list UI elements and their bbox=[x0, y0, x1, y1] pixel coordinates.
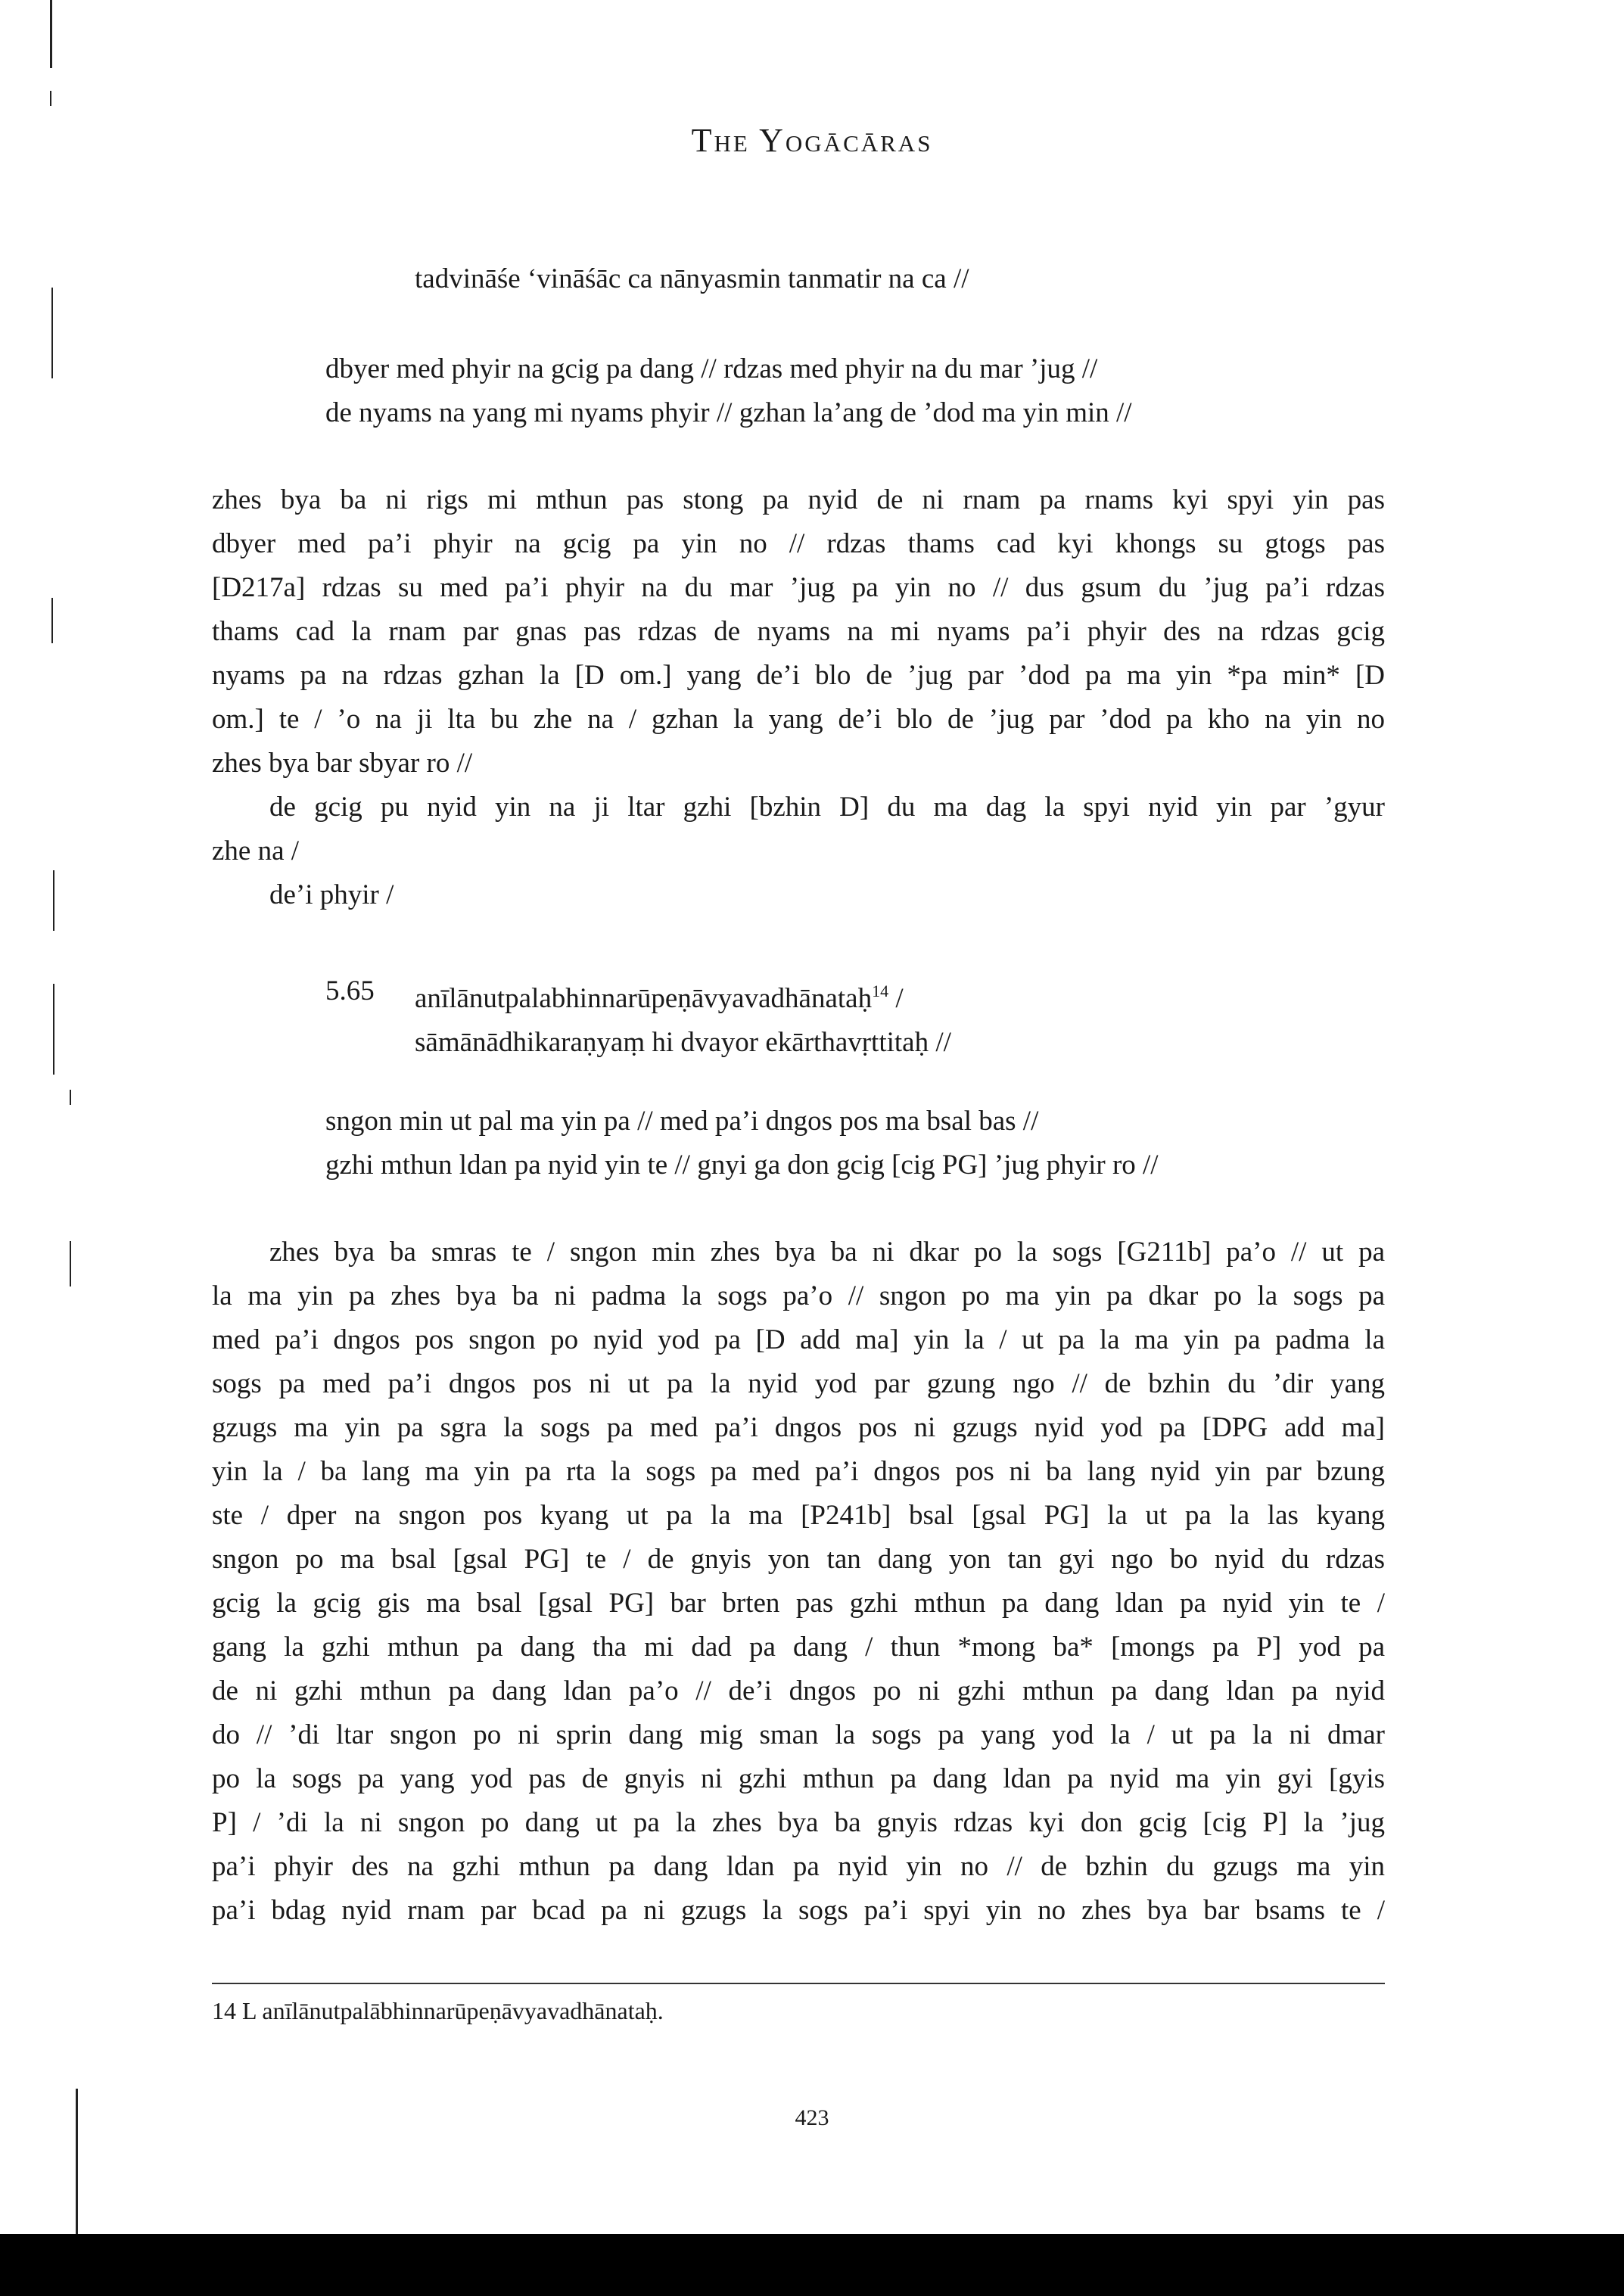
sanskrit-verse-line: tadvināśe ‘vināśāc ca nānyasmin tanmatir na ca // bbox=[415, 263, 969, 294]
scan-margin-line bbox=[76, 2089, 78, 2234]
commentary-line: pa’i phyir des na gzhi mthun pa dang ldan pa nyid yin no // de bzhin du gzugs ma yin bbox=[212, 1851, 1385, 1882]
commentary-line: de’i phyir / bbox=[269, 879, 394, 910]
commentary-line: med pa’i dngos pos sngon po nyid yod pa [D add ma] yin la / ut pa la ma yin pa padma la bbox=[212, 1324, 1385, 1355]
footnote-rule bbox=[212, 1983, 1385, 1984]
commentary-line: [D217a] rdzas su med pa’i phyir na du mar ’jug pa yin no // dus gsum du ’jug pa’i rdzas bbox=[212, 572, 1385, 603]
scan-margin-line bbox=[50, 91, 51, 106]
verse-number: 5.65 bbox=[325, 975, 375, 1006]
sanskrit-verse-text: anīlānutpalabhinnarūpeṇāvyavadhānataḥ bbox=[415, 983, 873, 1014]
tibetan-verse-line: sngon min ut pal ma yin pa // med pa’i dngos pos ma bsal bas // bbox=[325, 1106, 1039, 1137]
commentary-line: de gcig pu nyid yin na ji ltar gzhi [bzhin D] du ma dag la spyi nyid yin par ’gyur bbox=[269, 792, 1385, 823]
scan-margin-line bbox=[70, 1241, 71, 1286]
commentary-line: dbyer med pa’i phyir na gcig pa yin no // rdzas thams cad kyi khongs su gtogs pas bbox=[212, 528, 1385, 559]
tibetan-verse-line: gzhi mthun ldan pa nyid yin te // gnyi ga don gcig [cig PG] ’jug phyir ro // bbox=[325, 1150, 1159, 1181]
commentary-line: zhes bya ba ni rigs mi mthun pas stong pa nyid de ni rnam pa rnams kyi spyi yin pas bbox=[212, 484, 1385, 515]
commentary-line: la ma yin pa zhes bya ba ni padma la sogs pa’o // sngon po ma yin pa dkar po la sogs pa bbox=[212, 1280, 1385, 1311]
tibetan-verse-5-65 bbox=[325, 1100, 1159, 1187]
commentary-line: de ni gzhi mthun pa dang ldan pa’o // de’i dngos po ni gzhi mthun pa dang ldan pa nyid bbox=[212, 1675, 1385, 1706]
commentary-block-2 bbox=[212, 1230, 1385, 1933]
footnote-marker: 14 bbox=[872, 982, 889, 1000]
commentary-line: sogs pa med pa’i dngos pos ni ut pa la nyid yod par gzung ngo // de bzhin du ’dir yang bbox=[212, 1368, 1385, 1399]
commentary-line: gzugs ma yin pa sgra la sogs pa med pa’i dngos pos ni gzugs nyid yod pa [DPG add ma] bbox=[212, 1412, 1385, 1443]
sanskrit-verse-line bbox=[415, 969, 951, 1021]
commentary-line: gcig la gcig gis ma bsal [gsal PG] bar brten pas gzhi mthun pa dang ldan pa nyid yin te / bbox=[212, 1588, 1385, 1619]
tibetan-verse-line: de nyams na yang mi nyams phyir // gzhan la’ang de ’dod ma yin min // bbox=[325, 397, 1132, 428]
scan-margin-line bbox=[50, 0, 52, 68]
commentary-line: ste / dper na sngon pos kyang ut pa la ma [P241b] bsal [gsal PG] la ut pa la las kyang bbox=[212, 1500, 1385, 1531]
commentary-line: yin la / ba lang ma yin pa rta la sogs pa med pa’i dngos pos ni ba lang nyid yin par bzung bbox=[212, 1456, 1385, 1487]
commentary-line: sngon po ma bsal [gsal PG] te / de gnyis yon tan dang yon tan gyi ngo bo nyid du rdzas bbox=[212, 1544, 1385, 1575]
commentary-line: om.] te / ’o na ji lta bu zhe na / gzhan la yang de’i blo de ’jug par ’dod pa kho na yin no bbox=[212, 704, 1385, 735]
verse-separator: / bbox=[888, 983, 904, 1014]
scan-margin-line bbox=[51, 288, 53, 378]
commentary-line: do // ’di ltar sngon po ni sprin dang mig sman la sogs pa yang yod la / ut pa la ni dmar bbox=[212, 1719, 1385, 1750]
running-head: The Yogācāras bbox=[691, 122, 933, 159]
scan-margin-line bbox=[53, 984, 54, 1075]
scan-margin-line bbox=[53, 870, 54, 931]
commentary-block-1 bbox=[212, 478, 1385, 917]
sanskrit-verse-5-65 bbox=[415, 969, 951, 1065]
tibetan-verse-5-64 bbox=[325, 347, 1132, 435]
commentary-line: zhes bya ba smras te / sngon min zhes bya ba ni dkar po la sogs [G211b] pa’o // ut pa bbox=[269, 1237, 1385, 1268]
commentary-line: P] / ’di la ni sngon po dang ut pa la zhes bya ba gnyis rdzas kyi don gcig [cig P] la ’jug bbox=[212, 1807, 1385, 1838]
scan-margin-line bbox=[51, 598, 53, 643]
tibetan-verse-line: dbyer med phyir na gcig pa dang // rdzas med phyir na du mar ’jug // bbox=[325, 353, 1098, 384]
footnote: 14 L anīlānutpalābhinnarūpeṇāvyavadhānataḥ. bbox=[212, 1997, 664, 2024]
commentary-line: gang la gzhi mthun pa dang tha mi dad pa dang / thun *mong ba* [mongs pa P] yod pa bbox=[212, 1632, 1385, 1663]
commentary-line: po la sogs pa yang yod pas de gnyis ni gzhi mthun pa dang ldan pa nyid ma yin gyi [gyis bbox=[212, 1763, 1385, 1794]
commentary-line: thams cad la rnam par gnas pas rdzas de nyams na mi nyams pa’i phyir des na rdzas gcig bbox=[212, 616, 1385, 647]
page-number: 423 bbox=[795, 2105, 829, 2130]
commentary-line: pa’i bdag nyid rnam par bcad pa ni gzugs la sogs pa’i spyi yin no zhes bya bar bsams te / bbox=[212, 1895, 1385, 1926]
scan-margin-line bbox=[70, 1090, 71, 1105]
scan-border bbox=[0, 2234, 1624, 2296]
sanskrit-verse-line: sāmānādhikaraṇyaṃ hi dvayor ekārthavṛttitaḥ // bbox=[415, 1027, 951, 1058]
commentary-line: zhe na / bbox=[212, 835, 300, 866]
commentary-line: zhes bya bar sbyar ro // bbox=[212, 748, 473, 779]
commentary-line: nyams pa na rdzas gzhan la [D om.] yang de’i blo de ’jug par ’dod pa ma yin *pa min* [D bbox=[212, 660, 1385, 691]
